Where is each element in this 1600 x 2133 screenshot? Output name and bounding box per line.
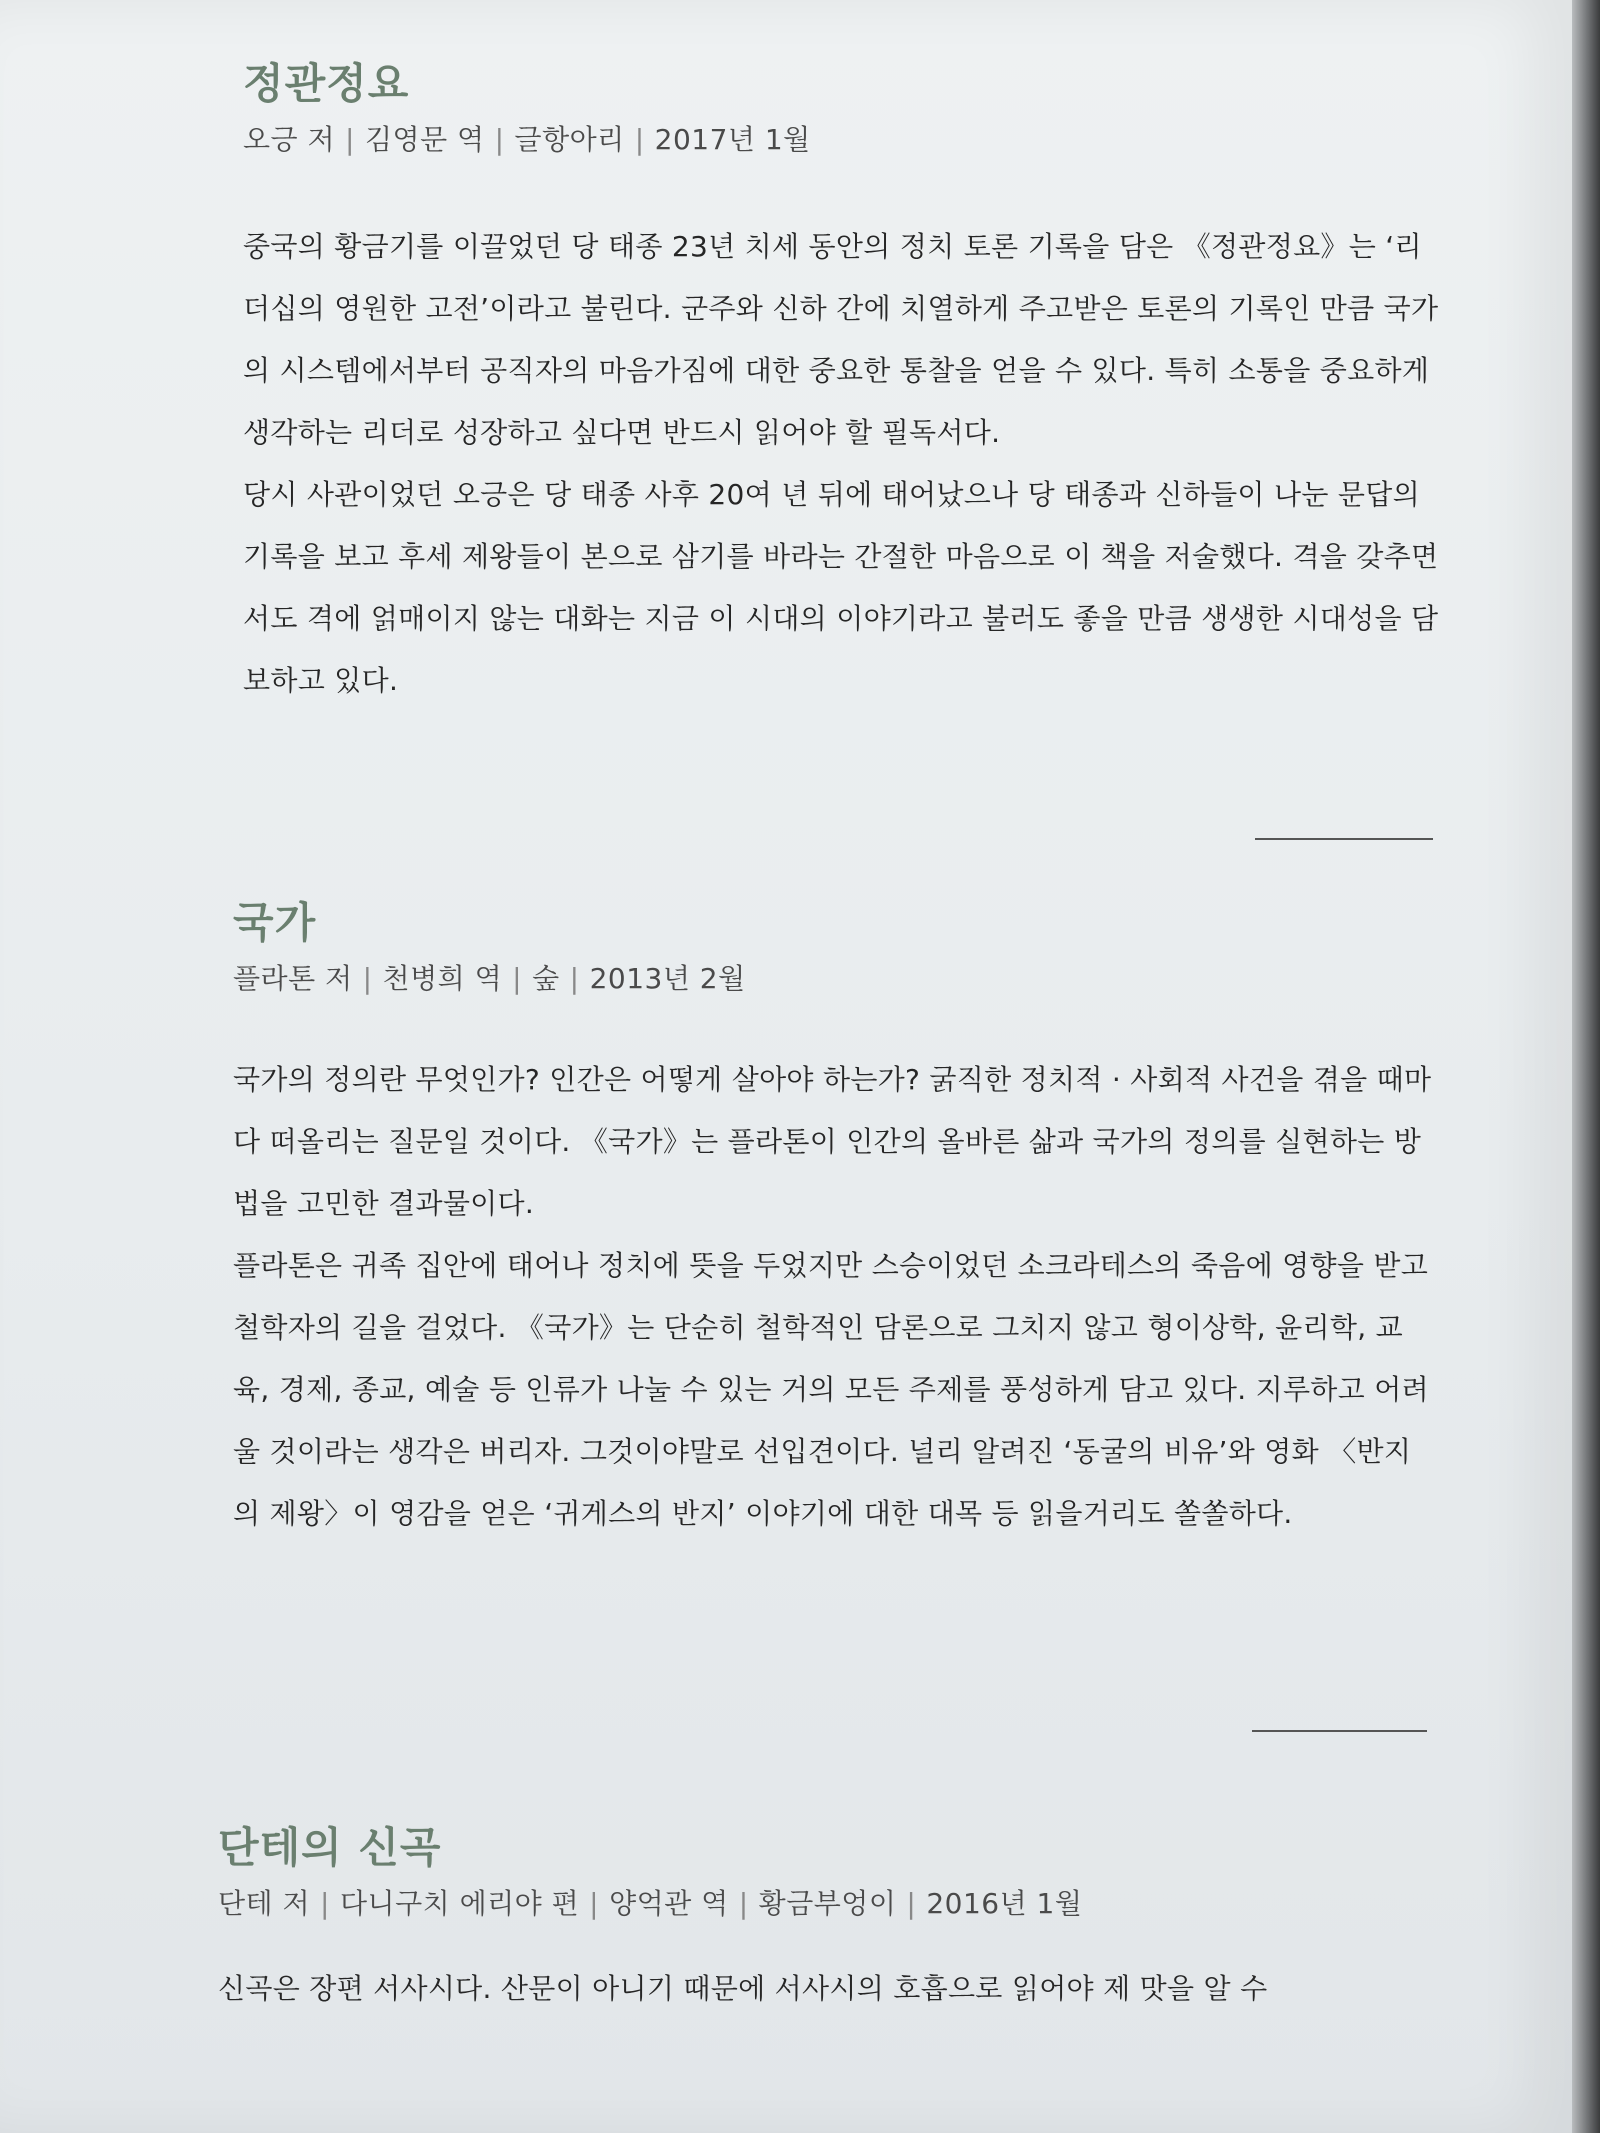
book-entry <box>233 895 1433 1545</box>
meta-separator: | <box>906 1887 917 1920</box>
book-publisher: 숲 <box>532 962 560 995</box>
book-date: 2013년 2월 <box>589 962 746 995</box>
book-author: 플라톤 저 <box>233 962 353 995</box>
page-edge <box>1572 0 1600 2133</box>
book-author: 단테 저 <box>218 1887 311 1920</box>
book-date: 2017년 1월 <box>654 123 811 156</box>
book-publisher: 글항아리 <box>514 123 625 156</box>
book-meta <box>218 1884 1418 1924</box>
book-title: 정관정요 <box>243 59 410 108</box>
section-divider <box>1255 838 1433 840</box>
description-paragraph: 신곡은 장편 서사시다. 산문이 아니기 때문에 서사시의 호흡으로 읽어야 제 맛을 알 수 <box>218 1972 1268 2005</box>
book-author: 오긍 저 <box>243 123 336 156</box>
description-paragraph: 플라톤은 귀족 집안에 태어나 정치에 뜻을 두었지만 스승이었던 소크라테스의 죽음에 영향을 받고 철학자의 길을 걸었다. 《국가》는 단순히 철학적인 담론으로 그치지 않고 형이상학, 윤리학, 교육, 경제, 종교, 예술 등 인류가 나눌 수 있는 거의 모든 주제를 풍성하게 담고 있다. 지루하고 어려울 것이라는 생각은 버리자. 그것이야말로 선입견이다. 널리 알려진 ‘동굴의 비유’와 영화 〈반지의 제왕〉이 영감을 얻은 ‘귀게스의 반지’ 이야기에 대한 대목 등 읽을거리도 쏠쏠하다. <box>233 1249 1429 1530</box>
meta-separator: | <box>569 962 580 995</box>
meta-separator: | <box>589 1887 600 1920</box>
book-entry <box>243 56 1443 712</box>
meta-separator: | <box>320 1887 330 1920</box>
book-translator: 양억관 역 <box>609 1887 729 1920</box>
meta-separator: | <box>345 123 355 156</box>
book-description <box>233 1049 1433 1545</box>
book-description <box>243 216 1443 712</box>
book-editor: 다니구치 에리야 편 <box>339 1887 580 1920</box>
book-entry <box>218 1820 1418 2020</box>
description-paragraph: 당시 사관이었던 오긍은 당 태종 사후 20여 년 뒤에 태어났으나 당 태종과 신하들이 나눈 문답의 기록을 보고 후세 제왕들이 본으로 삼기를 바라는 간절한 마음으로 이 책을 저술했다. 격을 갖추면서도 격에 얽매이지 않는 대화는 지금 이 시대의 이야기라고 불러도 좋을 만큼 생생한 시대성을 담보하고 있다. <box>243 478 1439 697</box>
book-publisher: 황금부엉이 <box>758 1887 897 1920</box>
book-title: 단테의 신곡 <box>218 1823 442 1872</box>
meta-separator: | <box>494 123 505 156</box>
book-description <box>218 1958 1418 2020</box>
book-title: 국가 <box>233 898 317 947</box>
book-meta <box>243 120 1443 160</box>
meta-separator: | <box>738 1887 749 1920</box>
meta-separator: | <box>512 962 523 995</box>
description-paragraph: 국가의 정의란 무엇인가? 인간은 어떻게 살아야 하는가? 굵직한 정치적 · 사회적 사건을 겪을 때마다 떠올리는 질문일 것이다. 《국가》는 플라톤이 인간의 올바른 삶과 국가의 정의를 실현하는 방법을 고민한 결과물이다. <box>233 1063 1432 1220</box>
meta-separator: | <box>634 123 645 156</box>
section-divider <box>1252 1730 1427 1732</box>
book-meta <box>233 959 1433 999</box>
book-date: 2016년 1월 <box>926 1887 1083 1920</box>
meta-separator: | <box>362 962 373 995</box>
description-paragraph: 중국의 황금기를 이끌었던 당 태종 23년 치세 동안의 정치 토론 기록을 담은 《정관정요》는 ‘리더십의 영원한 고전’이라고 불린다. 군주와 신하 간에 치열하게 주고받은 토론의 기록인 만큼 국가의 시스템에서부터 공직자의 마음가짐에 대한 중요한 통찰을 얻을 수 있다. 특히 소통을 중요하게 생각하는 리더로 성장하고 싶다면 반드시 읽어야 할 필독서다. <box>243 230 1439 449</box>
book-translator: 김영문 역 <box>364 123 485 156</box>
book-translator: 천병희 역 <box>382 962 503 995</box>
